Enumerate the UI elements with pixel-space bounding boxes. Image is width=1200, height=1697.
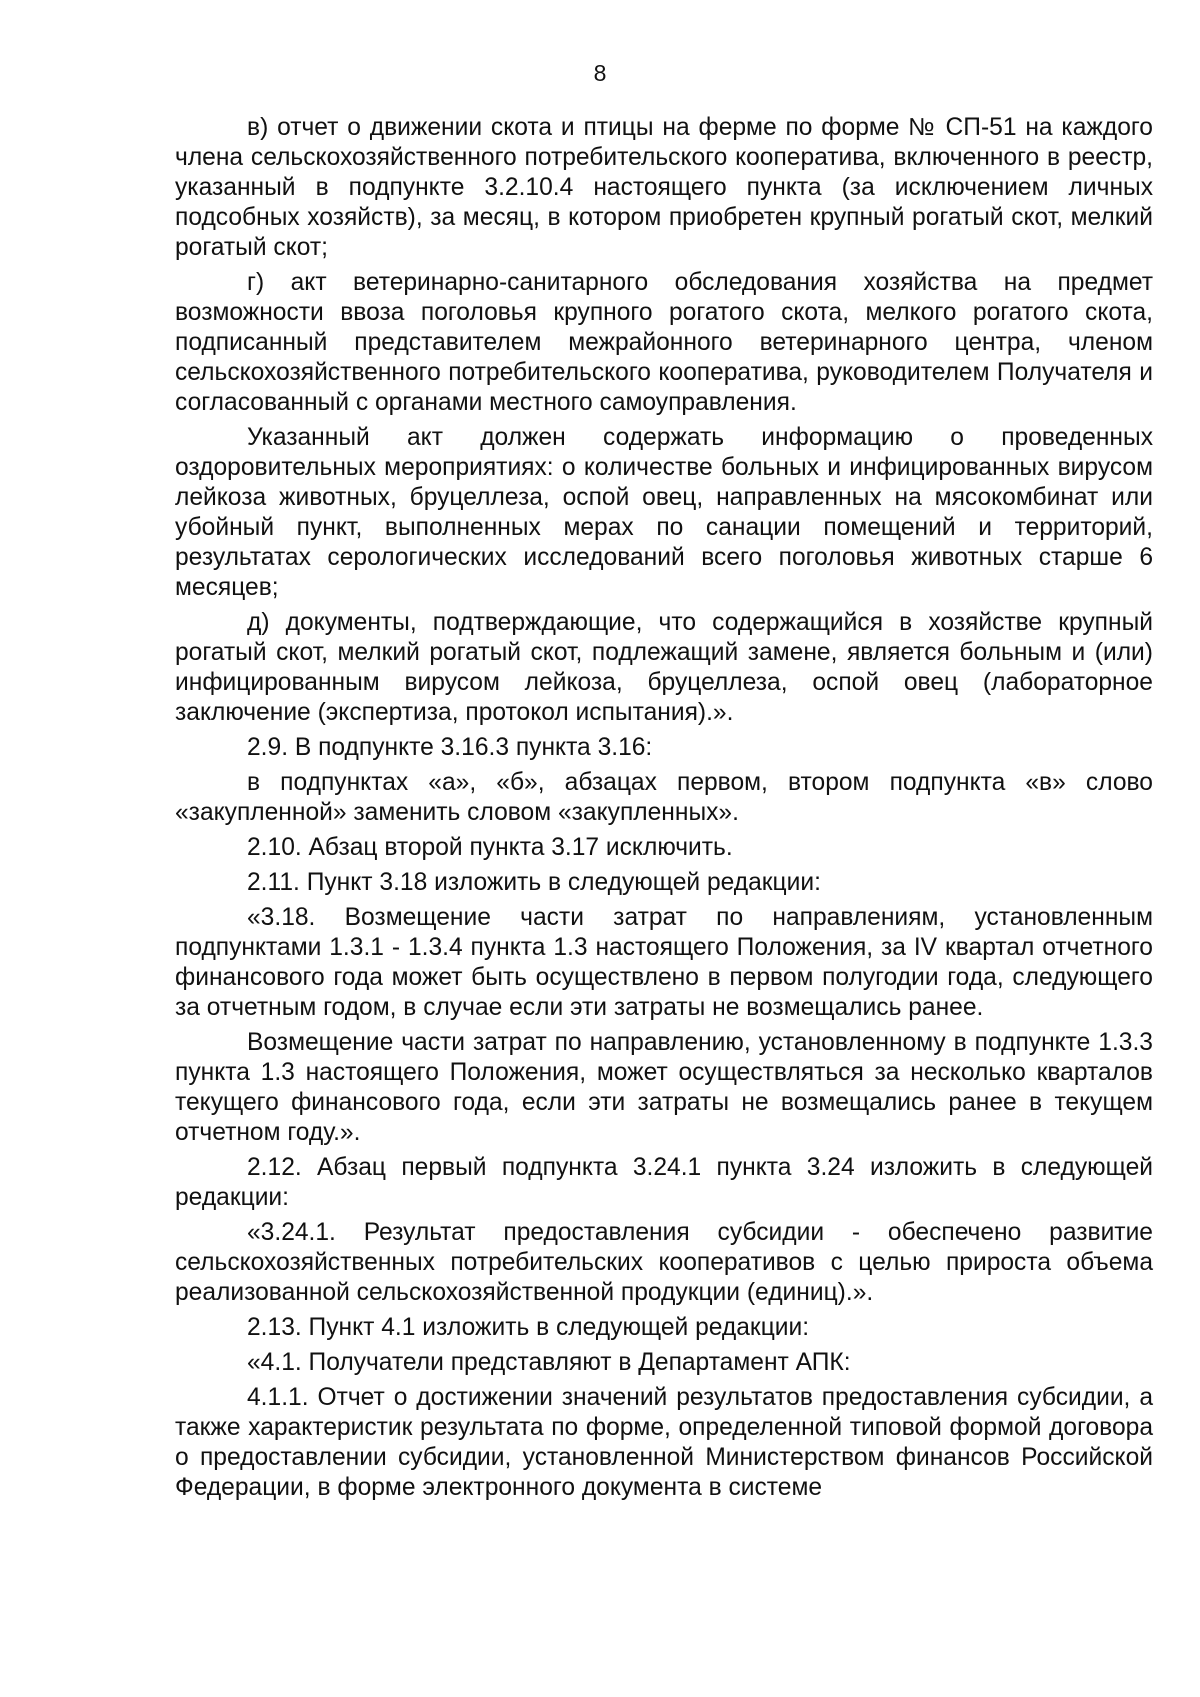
page-number: 8 (593, 60, 607, 86)
paragraph-4-1: «4.1. Получатели представляют в Департамент АПК: (247, 1349, 851, 1376)
paragraph-g-veterinary-act: г) акт ветеринарно-санитарного обследования хозяйства на предмет возможности ввоза поголовья крупного рогатого скота, мелкого рогатого скота, подписанный представителем межрайонного ветеринарного центра, членом сельскохозяйственного потребительского кооператива, руководителем Получателя и согласованный с органами местного самоуправления. (175, 269, 1153, 416)
paragraph-3-24-1: «3.24.1. Результат предоставления субсидии - обеспечено развитие сельскохозяйственных потребительских кооперативов с целью прироста объема реализованной сельскохозяйственной продукции (единиц).». (175, 1219, 1153, 1306)
paragraph-2-10: 2.10. Абзац второй пункта 3.17 исключить. (247, 834, 733, 861)
paragraph-2-9: 2.9. В подпункте 3.16.3 пункта 3.16: (247, 734, 653, 761)
paragraph-3-18: «3.18. Возмещение части затрат по направлениям, установленным подпунктами 1.3.1 - 1.3.4 пункта 1.3 настоящего Положения, за IV квартал отчетного финансового года может быть осуществлено в первом полугодии года, следующего за отчетным годом, в случае если эти затраты не возмещались ранее. (175, 904, 1153, 1021)
paragraph-3-18-second: Возмещение части затрат по направлению, установленному в подпункте 1.3.3 пункта 1.3 настоящего Положения, может осуществляться за несколько кварталов текущего финансового года, если эти затраты не возмещались ранее в текущем отчетном году.». (175, 1029, 1153, 1146)
document-body (175, 113, 1153, 1508)
paragraph-d-documents: д) документы, подтверждающие, что содержащийся в хозяйстве крупный рогатый скот, мелкий рогатый скот, подлежащий замене, является больным и (или) инфицированным вирусом лейкоза, бруцеллеза, оспой овец (лабораторное заключение (экспертиза, протокол испытания).». (175, 609, 1153, 726)
paragraph-2-13: 2.13. Пункт 4.1 изложить в следующей редакции: (247, 1314, 810, 1341)
paragraph-act-contents: Указанный акт должен содержать информацию о проведенных оздоровительных мероприятиях: о количестве больных и инфицированных вирусом лейкоза животных, бруцеллеза, оспой овец, направленных на мясокомбинат или убойный пункт, выполненных мерах по санации помещений и территорий, результатах серологических исследований всего поголовья животных старше 6 месяцев; (175, 424, 1153, 601)
paragraph-2-12: 2.12. Абзац первый подпункта 3.24.1 пункта 3.24 изложить в следующей редакции: (175, 1154, 1153, 1211)
paragraph-v-livestock-report: в) отчет о движении скота и птицы на ферме по форме № СП-51 на каждого члена сельскохозяйственного потребительского кооператива, включенного в реестр, указанный в подпункте 3.2.10.4 настоящего пункта (за исключением личных подсобных хозяйств), за месяц, в котором приобретен крупный рогатый скот, мелкий рогатый скот; (175, 114, 1153, 261)
paragraph-2-9-amendment: в подпунктах «а», «б», абзацах первом, втором подпункта «в» слово «закупленной» заменить словом «закупленных». (175, 769, 1153, 826)
paragraph-4-1-1: 4.1.1. Отчет о достижении значений результатов предоставления субсидии, а также характеристик результата по форме, определенной типовой формой договора о предоставлении субсидии, установленной Министерством финансов Российской Федерации, в форме электронного документа в системе (175, 1384, 1153, 1501)
paragraph-2-11: 2.11. Пункт 3.18 изложить в следующей редакции: (247, 869, 821, 896)
